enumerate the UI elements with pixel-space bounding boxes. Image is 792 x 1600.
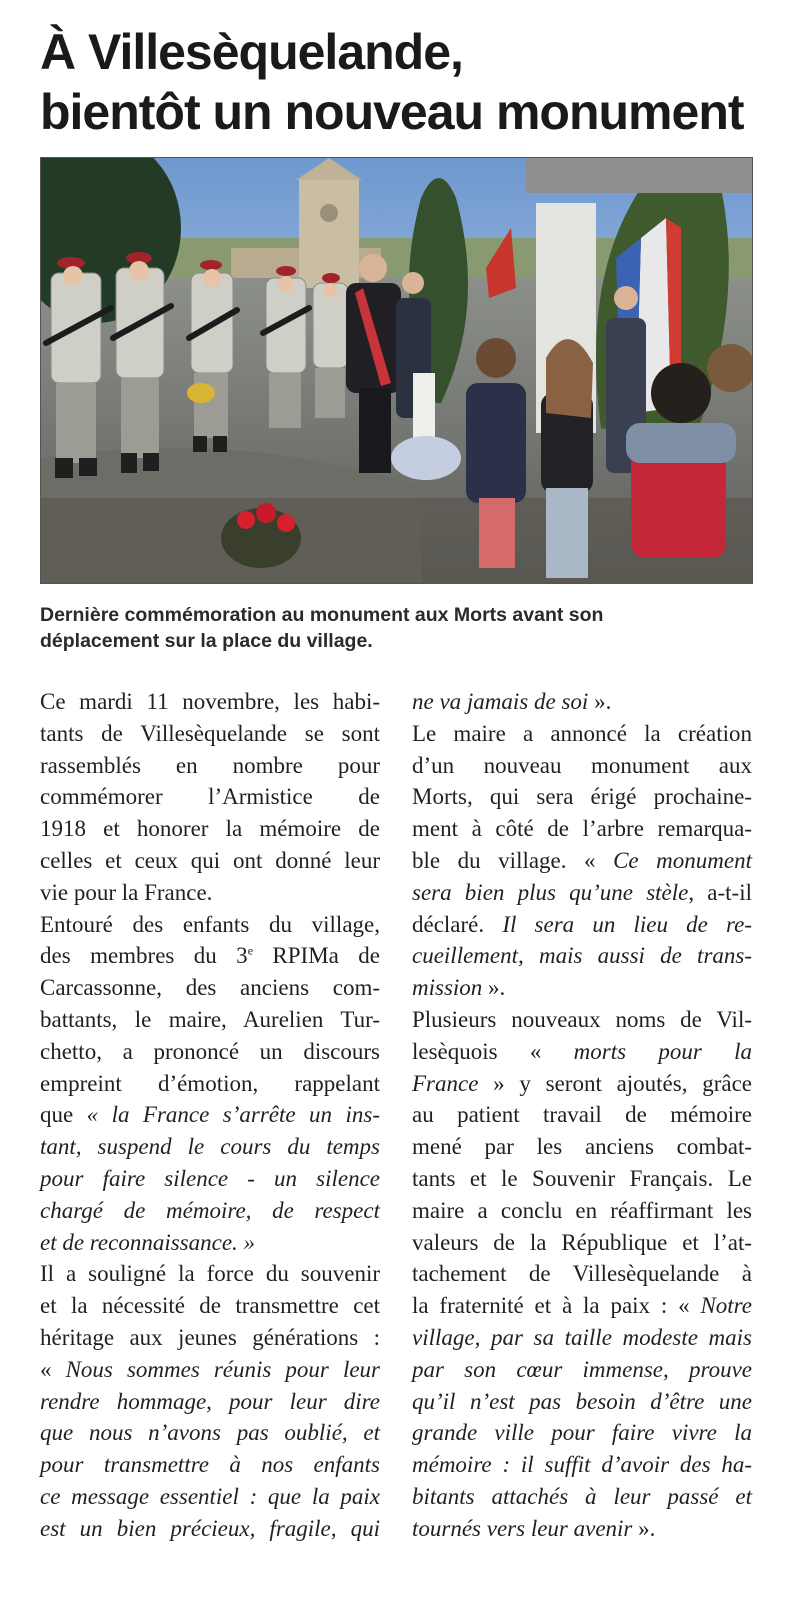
photo-caption: [40, 602, 752, 654]
body-text-line: celles et ceux qui ont donné leur: [40, 847, 380, 873]
body-text-line: tants et le Souvenir Français. Le: [412, 1165, 752, 1191]
body-text-line: mission ».: [412, 975, 506, 1001]
article-column-right: [412, 686, 752, 1545]
body-text-line: lesèquois « morts pour la: [412, 1038, 752, 1064]
body-text-line: tant, suspend le cours du temps: [40, 1134, 380, 1160]
body-text-line: chargé de mémoire, de respect: [40, 1197, 380, 1223]
body-text-line: tachement de Villesèquelande à: [412, 1261, 752, 1287]
article-photo: [40, 157, 753, 584]
body-text-line: mené par les anciens combat-: [412, 1134, 752, 1160]
article-headline: [40, 22, 760, 142]
body-text-line: Plusieurs nouveaux noms de Vil-: [412, 1006, 752, 1032]
body-text-line: Entouré des enfants du village,: [40, 911, 380, 937]
body-text-line: et la nécessité de transmettre cet: [40, 1293, 380, 1319]
body-text-line: que nous n’avons pas oublié, et: [40, 1420, 380, 1446]
body-text-line: Morts, qui sera érigé prochaine-: [412, 784, 752, 810]
body-text-line: des membres du 3e RPIMa de: [40, 943, 380, 969]
body-text-line: pour transmettre à nos enfants: [40, 1452, 380, 1478]
body-text-line: village, par sa taille modeste mais: [412, 1324, 752, 1350]
body-text-line: pour faire silence - un silence: [40, 1165, 380, 1191]
body-text-line: maire a conclu en réaffirmant les: [412, 1197, 752, 1223]
body-text-line: la fraternité et à la paix : « Notre: [412, 1293, 752, 1319]
headline-line: bientôt un nouveau monument: [40, 84, 744, 140]
body-text-line: Carcassonne, des anciens com-: [40, 975, 380, 1001]
body-text-line: battants, le maire, Aurelien Tur-: [40, 1006, 380, 1032]
body-text-line: par son cœur immense, prouve: [412, 1356, 752, 1382]
body-text-line: bitants attachés à leur passé et: [412, 1483, 752, 1509]
body-text-line: mémoire : il suffit d’avoir des ha-: [412, 1452, 752, 1478]
body-text-line: Il a souligné la force du souvenir: [40, 1261, 380, 1287]
body-text-line: héritage aux jeunes générations :: [40, 1324, 380, 1350]
caption-line: déplacement sur la place du village.: [40, 630, 373, 652]
body-text-line: ne va jamais de soi ».: [412, 689, 612, 714]
article-column-left: [40, 686, 380, 1545]
body-text-line: et de reconnaissance. »: [40, 1229, 256, 1255]
body-text-line: sera bien plus qu’une stèle, a-t-il: [412, 879, 752, 905]
body-text-line: 1918 et honorer la mémoire de: [40, 816, 380, 842]
body-text-line: au patient travail de mémoire: [412, 1102, 752, 1128]
body-text-line: cueillement, mais aussi de trans-: [412, 943, 752, 969]
body-text-line: qu’il n’est pas besoin d’être une: [412, 1388, 752, 1414]
caption-line: Dernière commémoration au monument aux Morts avant son: [40, 604, 604, 626]
body-text-line: rendre hommage, pour leur dire: [40, 1388, 380, 1414]
body-text-line: que « la France s’arrête un ins-: [40, 1102, 380, 1128]
headline-line: À Villesèquelande,: [40, 24, 463, 80]
body-text-line: chetto, a prononcé un discours: [40, 1038, 380, 1064]
body-text-line: tants de Villesèquelande se sont: [40, 720, 380, 746]
body-text-line: empreint d’émotion, rappelant: [40, 1070, 380, 1096]
body-text-line: déclaré. Il sera un lieu de re-: [412, 911, 752, 937]
body-text-line: d’un nouveau monument aux: [412, 752, 752, 778]
body-text-line: ment à côté de l’arbre remarqua-: [412, 816, 752, 842]
body-text-line: ce message essentiel : que la paix: [40, 1483, 380, 1509]
body-text-line: vie pour la France.: [40, 879, 213, 905]
commemoration-photo-illustration: [41, 158, 752, 583]
body-text-line: est un bien précieux, fragile, qui: [40, 1515, 380, 1541]
body-text-line: rassemblés en nombre pour: [40, 752, 380, 778]
body-text-line: commémorer l’Armistice de: [40, 784, 380, 810]
body-text-line: « Nous sommes réunis pour leur: [40, 1356, 380, 1382]
body-text-line: Ce mardi 11 novembre, les habi-: [40, 689, 380, 714]
body-text-line: tournés vers leur avenir ».: [412, 1515, 656, 1541]
body-text-line: ble du village. « Ce monument: [412, 847, 752, 873]
body-text-line: France » y seront ajoutés, grâce: [412, 1070, 752, 1096]
body-text-line: valeurs de la République et l’at-: [412, 1229, 752, 1255]
body-text-line: Le maire a annoncé la création: [412, 720, 752, 746]
body-text-line: grande ville pour faire vivre la: [412, 1420, 752, 1446]
